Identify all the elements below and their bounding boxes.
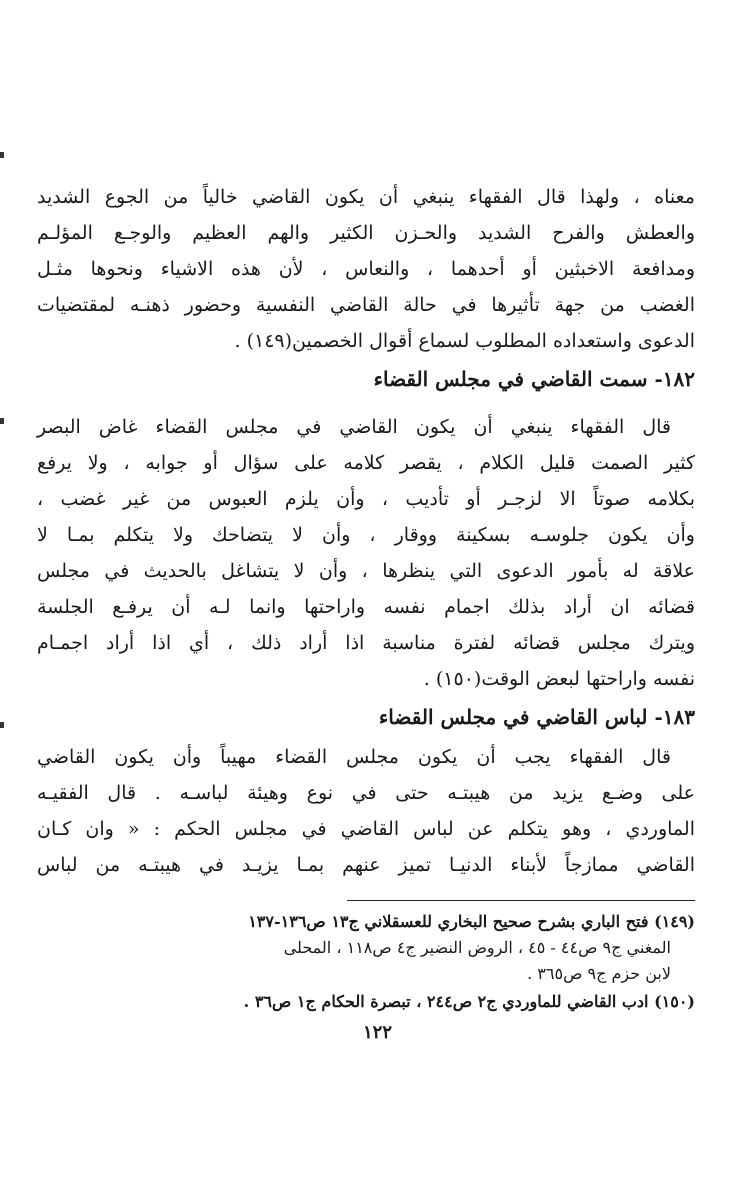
text-line: بكلامه صوتاً الا لزجـر أو تأديب ، وأن يلزم العبوس من غير غضب ، <box>37 488 695 510</box>
text-line: قال الفقهاء ينبغي أن يكون القاضي في مجلس القضاء غاض البصر <box>37 416 671 438</box>
text-line: علاقة له بأمور الدعوى التي ينظرها ، وأن لا يتشاغل بالحديث في مجلس <box>37 560 695 582</box>
text-line: معناه ، ولهذا قال الفقهاء ينبغي أن يكون القاضي خالياً من الجوع الشديد <box>37 186 695 208</box>
text-line: القاضي ممازجاً لأبناء الدنيـا تميز عنهم بمـا يزيـد في هيبتـه من لباس <box>37 854 695 876</box>
text-line: وأن يكون جلوسـه بسكينة ووقار ، وأن لا يتضاحك ولا يتكلم بمـا لا <box>37 524 695 546</box>
text-line: ومدافعة الاخبثين أو أحدهما ، والنعاس ، لأن هذه الاشياء ونحوها مثـل <box>37 258 695 280</box>
text-line: ويترك مجلس قضائه لفترة مناسبة اذا أراد ذلك ، أي اذا أراد اجمـام <box>37 632 695 654</box>
footnote-149-continued: لابن حزم ج٩ ص٣٦٥ . <box>527 964 671 983</box>
page-number: ١٢٢ <box>362 1022 392 1043</box>
margin-mark-bottom <box>0 722 4 728</box>
text-line: نفسه واراحتها لبعض الوقت(١٥٠) . <box>423 668 695 690</box>
footnote-150: (١٥٠) ادب القاضي للماوردي ج٢ ص٢٤٤ ، تبصرة الحكام ج١ ص٣٦ . <box>243 992 695 1011</box>
text-line: كثير الصمت قليل الكلام ، يقصر كلامه على سؤال أو جوابه ، ولا يرفع <box>37 452 695 474</box>
text-line: الدعوى واستعداده المطلوب لسماع أقوال الخصمين(١٤٩) . <box>234 330 695 352</box>
text-line: قال الفقهاء يجب أن يكون مجلس القضاء مهيباً وأن يكون القاضي <box>37 746 671 768</box>
text-line: على وضـع يزيد من هيبتـه حتى في نوع وهيئة لباسـه . قال الفقيـه <box>37 782 695 804</box>
text-line: والعطش والفرح الشديد والحـزن الكثير والهم العظيم والوجـع المؤلـم <box>37 222 695 244</box>
text-line: قضائه ان أراد بذلك اجمام نفسه واراحتها وانما لـه أن يرفـع الجلسة <box>37 596 695 618</box>
footnote-separator <box>347 900 695 901</box>
footnote-149-continued: المغني ج٩ ص٤٤ - ٤٥ ، الروض النضير ج٤ ص١١٨ ، المحلى <box>283 938 671 957</box>
footnote-149: (١٤٩) فتح الباري بشرح صحيح البخاري للعسقلاني ج١٣ ص١٣٦-١٣٧ <box>248 912 695 931</box>
section-heading-182: ١٨٢- سمت القاضي في مجلس القضاء <box>373 367 695 391</box>
margin-mark-middle <box>0 418 4 424</box>
text-line: الغضب من جهة تأثيرها في حالة القاضي النفسية وحضور ذهنـه لمقتضيات <box>37 294 695 316</box>
section-heading-183: ١٨٣- لباس القاضي في مجلس القضاء <box>378 705 695 729</box>
margin-mark-top <box>0 152 4 158</box>
text-line: الماوردي ، وهو يتكلم عن لباس القاضي في مجلس الحكم : « وان كـان <box>37 818 695 840</box>
